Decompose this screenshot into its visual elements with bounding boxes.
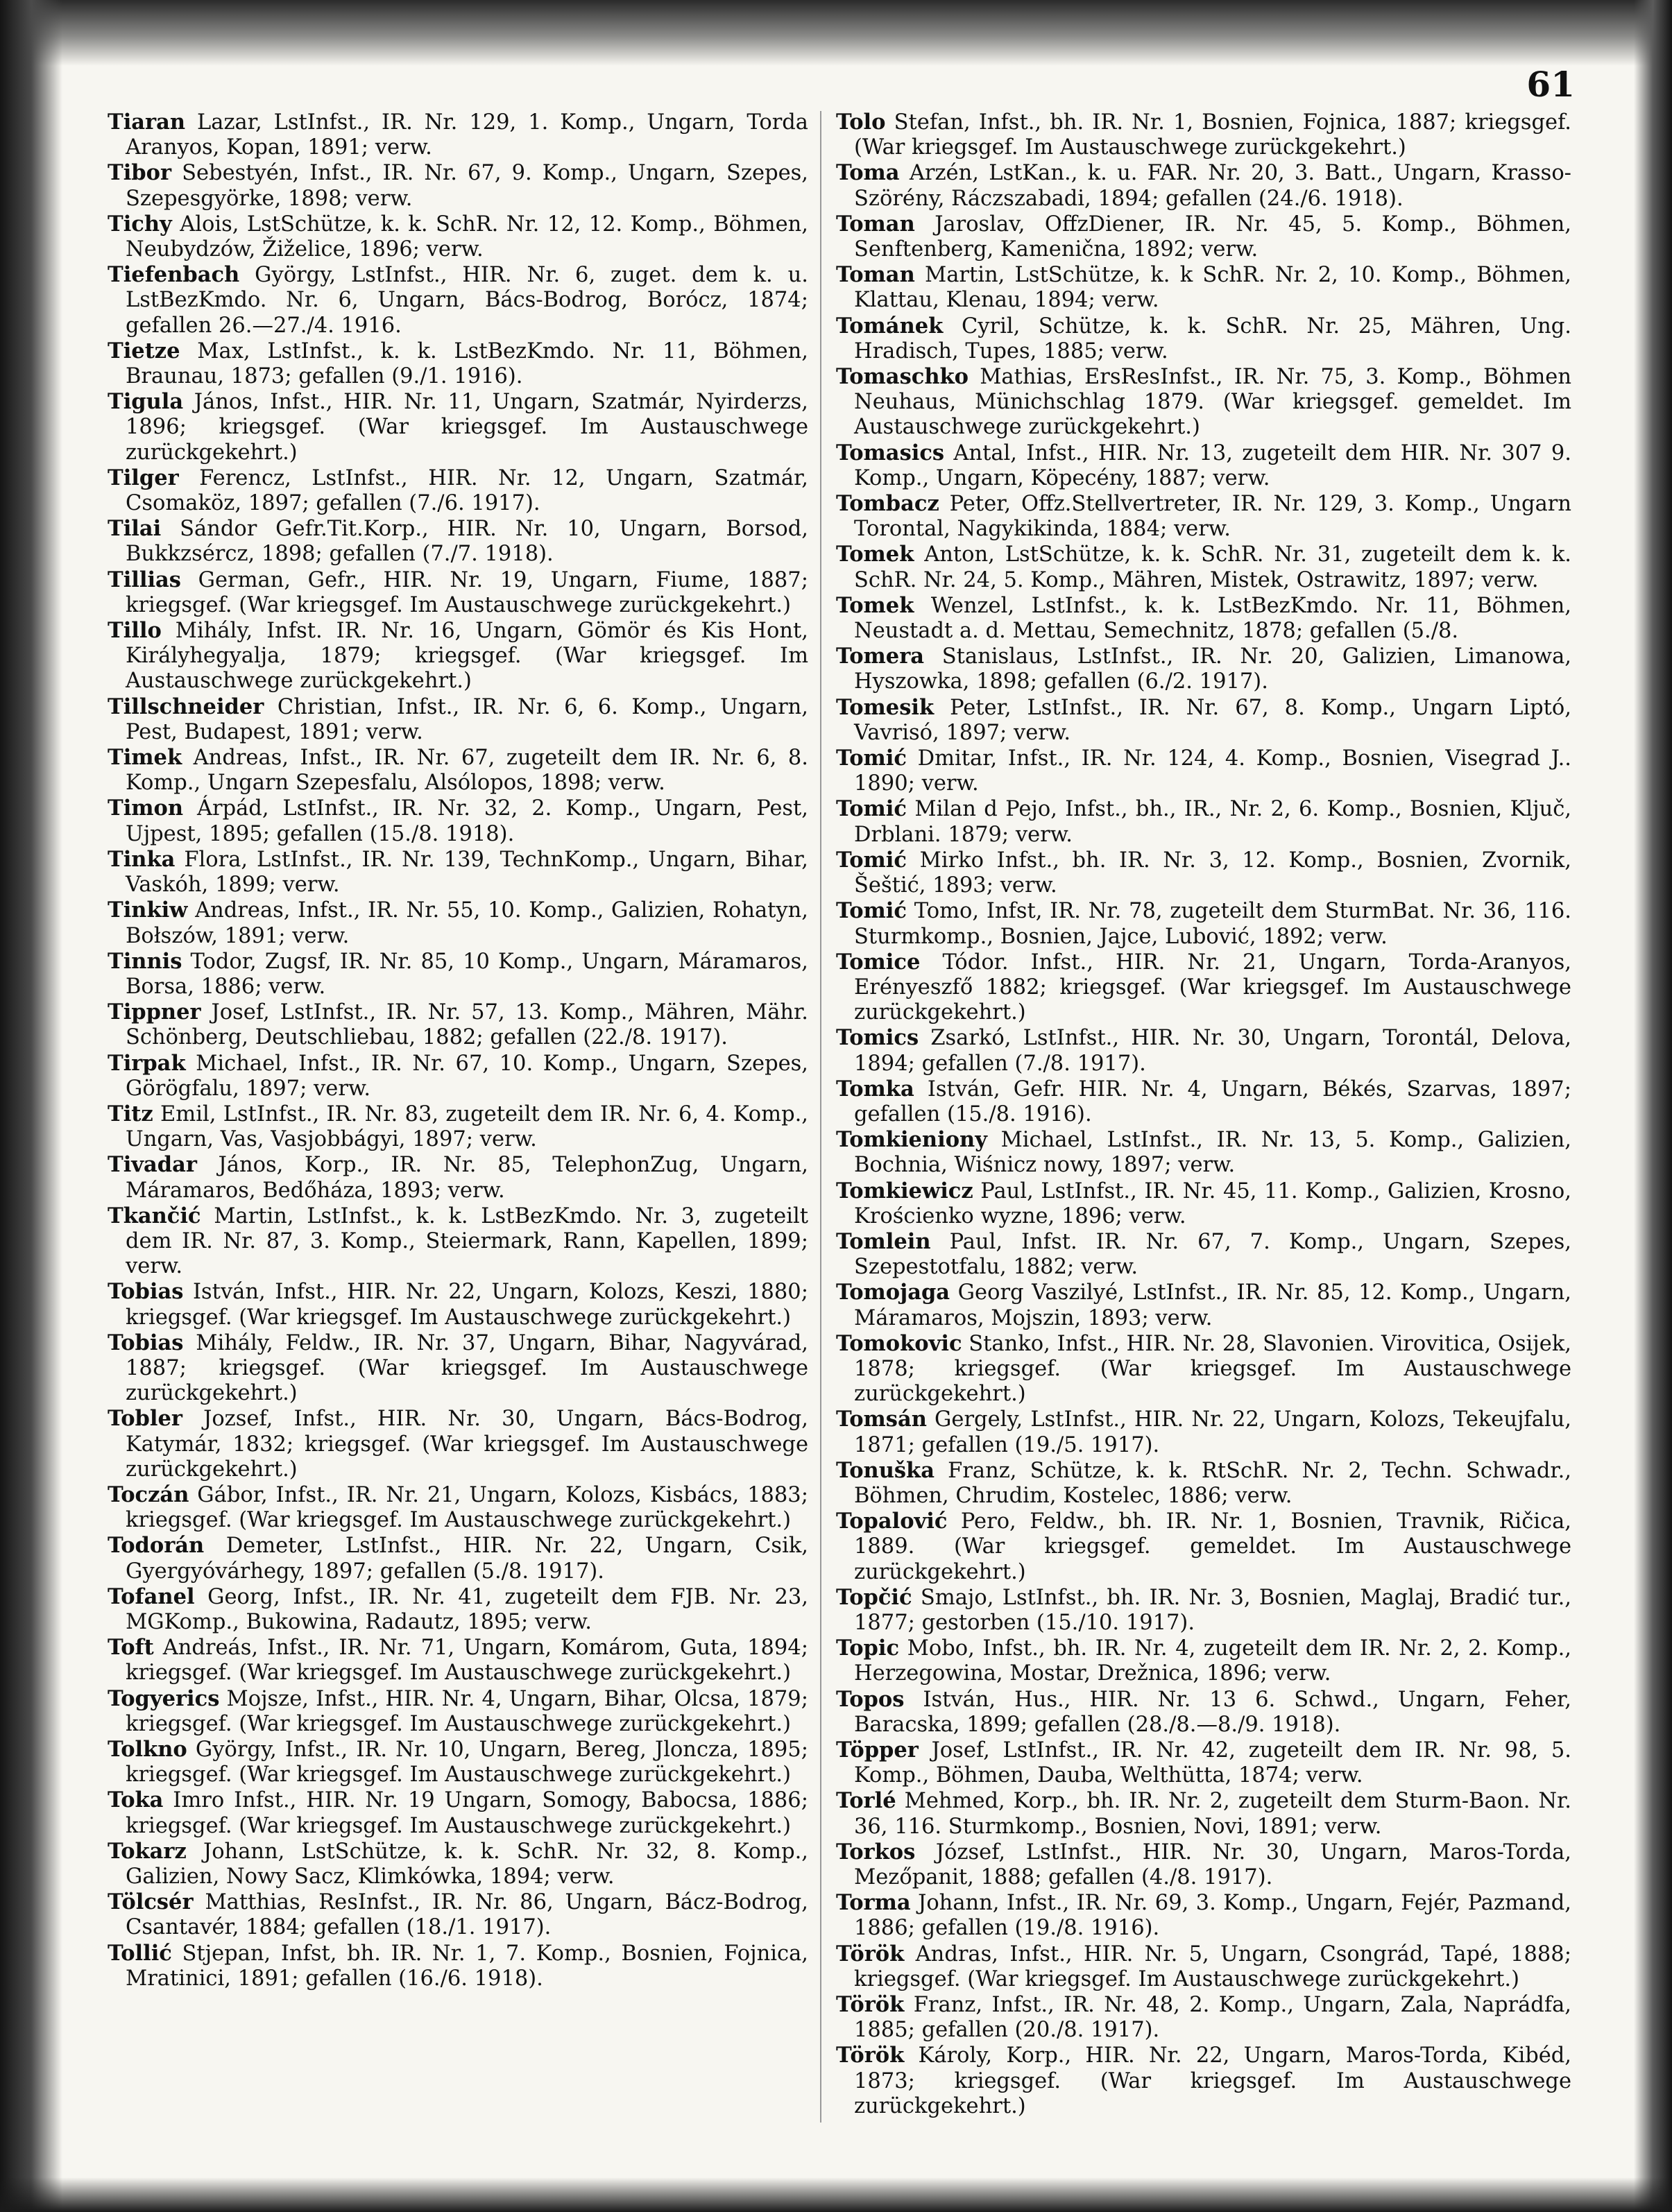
entry-details: Paul, Infst. IR. Nr. 67, 7. Komp., Ungarn, Szepes, Szepestotfalu, 1882; verw. [854, 1229, 1571, 1280]
entry-details: Michael, Infst., IR. Nr. 67, 10. Komp., Ungarn, Szepes, Görögfalu, 1897; verw. [126, 1051, 808, 1101]
entry-details: György, Infst., IR. Nr. 10, Ungarn, Bereg, Jloncza, 1895; kriegsgef. (War kriegsgef. Im Austauschwege zurückgekehrt.) [126, 1738, 808, 1787]
entry-surname: Timon [108, 796, 184, 821]
entry-details: Arzén, LstKan., k. u. FAR. Nr. 20, 3. Batt., Ungarn, Krasso-Szörény, Ráczszabadi, 1894; gefallen (24./6. 1918). [854, 161, 1571, 211]
casualty-entry [836, 746, 1571, 796]
entry-surname: Tinka [108, 846, 176, 872]
entry-details: Anton, LstSchütze, k. k. SchR. Nr. 31, zugeteilt dem k. k. SchR. Nr. 24, 5. Komp., Mähren, Mistek, Ostrawitz, 1897; verw. [854, 542, 1571, 592]
entry-details: Andreás, Infst., IR. Nr. 71, Ungarn, Komárom, Guta, 1894; kriegsgef. (War kriegsgef. Im Austauschwege zurückgekehrt.) [126, 1636, 808, 1686]
entry-surname: Tigula [108, 389, 184, 415]
entry-details: Cyril, Schütze, k. k. SchR. Nr. 25, Mähren, Ung. Hradisch, Tupes, 1885; verw. [854, 314, 1571, 363]
entry-details: Wenzel, LstInfst., k. k. LstBezKmdo. Nr. 11, Böhmen, Neustadt a. d. Mettau, Semechnitz, 1878; gefallen (5./8. [854, 593, 1572, 644]
casualty-entry [108, 567, 808, 618]
casualty-entry [836, 1941, 1571, 1992]
entry-details: Mihály, Infst. IR. Nr. 16, Ungarn, Gömör és Kis Hont, Királyhegyalja, 1879; kriegsgef. (War kriegsgef. Im Austauschwege zurückgekehrt.) [126, 619, 808, 694]
entry-surname: Tinnis [108, 948, 182, 974]
entry-details: Lazar, LstInfst., IR. Nr. 129, 1. Komp., Ungarn, Torda Aranyos, Kopan, 1891; verw. [126, 110, 808, 160]
entry-surname: Tobias [108, 1330, 184, 1355]
entry-details: Tomo, Infst, IR. Nr. 78, zugeteilt dem SturmBat. Nr. 36, 116. Sturmkomp., Bosnien, Jajce, Lubović, 1892; verw. [854, 899, 1571, 949]
entry-details: Todor, Zugsf, IR. Nr. 85, 10 Komp., Ungarn, Máramaros, Borsa, 1886; verw. [126, 949, 808, 999]
entry-details: Dmitar, Infst., IR. Nr. 124, 4. Komp., Bosnien, Visegrad J.. 1890; verw. [854, 746, 1571, 796]
entry-details: János, Infst., HIR. Nr. 11, Ungarn, Szatmár, Nyirderzs, 1896; kriegsgef. (War kriegsgef. Im Austauschwege zurückgekehrt.) [126, 390, 809, 465]
casualty-entry [108, 262, 808, 338]
casualty-entry [836, 1788, 1571, 1839]
entry-details: Gergely, LstInfst., HIR. Nr. 22, Ungarn, Kolozs, Tekeujfalu, 1871; gefallen (19./5. 1917). [854, 1407, 1571, 1457]
page-number: 61 [1526, 64, 1575, 105]
entry-surname: Topalović [836, 1509, 948, 1534]
casualty-entry [108, 1330, 808, 1407]
entry-surname: Toft [108, 1635, 154, 1661]
entry-surname: Tillschneider [108, 694, 264, 719]
casualty-entry [836, 262, 1571, 313]
entry-details: Alois, LstSchütze, k. k. SchR. Nr. 12, 12. Komp., Böhmen, Neubydzów, Žiželice, 1896; verw. [126, 212, 808, 262]
entry-details: Stanislaus, LstInfst., IR. Nr. 20, Galizien, Limanowa, Hyszowka, 1898; gefallen (6./2. 1917). [854, 644, 1571, 694]
casualty-entry [836, 1407, 1571, 1457]
entry-details: Mirko Infst., bh. IR. Nr. 3, 12. Komp., Bosnien, Zvornik, Šeštić, 1893; verw. [854, 848, 1571, 898]
entry-surname: Tinkiw [108, 898, 188, 923]
casualty-entry [108, 1787, 808, 1838]
entry-details: Demeter, LstInfst., HIR. Nr. 22, Ungarn, Csik, Gyergyóvárhegy, 1897; gefallen (5./8. 1917). [126, 1534, 808, 1584]
casualty-entry [836, 1840, 1571, 1890]
casualty-entry [108, 1482, 808, 1533]
casualty-entry [836, 1687, 1571, 1738]
entry-details: Imro Infst., HIR. Nr. 19 Ungarn, Somogy, Babocsa, 1886; kriegsgef. (War kriegsgef. Im Austauschwege zurückgekehrt.) [126, 1788, 808, 1838]
entry-details: Franz, Infst., IR. Nr. 48, 2. Komp., Ungarn, Zala, Naprádfa, 1885; gefallen (20./8. 1917). [854, 1993, 1571, 2043]
entry-surname: Torma [836, 1890, 911, 1916]
entry-details: Stanko, Infst., HIR. Nr. 28, Slavonien. Virovitica, Osijek, 1878; kriegsgef. (War kriegsgef. Im Austauschwege zurückgekehrt.) [854, 1331, 1571, 1407]
entry-surname: Tomlein [836, 1228, 931, 1254]
entry-details: Emil, LstInfst., IR. Nr. 83, zugeteilt dem IR. Nr. 6, 4. Komp., Ungarn, Vas, Vasjobbágyi, 1897; verw. [126, 1101, 808, 1152]
entry-surname: Tomera [836, 644, 925, 669]
entry-surname: Toka [108, 1787, 164, 1813]
casualty-entry [836, 364, 1571, 440]
casualty-entry [836, 1025, 1571, 1076]
casualty-entry [836, 1738, 1571, 1788]
entry-surname: Tiaran [108, 110, 186, 135]
casualty-entry [108, 1051, 808, 1101]
casualty-entry [836, 440, 1571, 491]
entry-surname: Tomics [836, 1025, 919, 1051]
entry-surname: Török [836, 2043, 905, 2068]
entry-details: István, Hus., HIR. Nr. 13 6. Schwd., Ungarn, Feher, Baracska, 1899; gefallen (28./8.—8./9. 1918). [854, 1687, 1571, 1737]
entry-surname: Tomokovic [836, 1330, 962, 1356]
casualty-entry [836, 491, 1571, 542]
entry-details: Georg, Infst., IR. Nr. 41, zugeteilt dem FJB. Nr. 23, MGKomp., Bukowina, Radautz, 1895; verw. [126, 1584, 808, 1634]
scan-shadow-right [1634, 0, 1672, 2212]
casualty-entry [836, 1992, 1571, 2043]
left-column [108, 110, 808, 1991]
casualty-entry [836, 1127, 1571, 1178]
entry-surname: Topic [836, 1636, 900, 1661]
casualty-entry [108, 1152, 808, 1203]
entry-details: Michael, LstInfst., IR. Nr. 13, 5. Komp., Galizien, Bochnia, Wiśnicz nowy, 1897; verw. [854, 1128, 1571, 1178]
entry-surname: Tilai [108, 516, 162, 542]
entry-surname: Tichy [108, 211, 172, 237]
entry-details: Josef, LstInfst., IR. Nr. 57, 13. Komp., Mähren, Mähr. Schönberg, Deutschliebau, 1882; gefallen (22./8. 1917). [126, 1000, 808, 1050]
entry-surname: Tomić [836, 898, 907, 924]
scan-shadow-left [0, 0, 62, 2212]
casualty-entry [108, 160, 808, 211]
casualty-entry [836, 1331, 1571, 1407]
entry-details: Mihály, Feldw., IR. Nr. 37, Ungarn, Bihar, Nagyvárad, 1887; kriegsgef. (War kriegsgef. Im Austauschwege zurückgekehrt.) [126, 1330, 808, 1406]
casualty-entry [836, 314, 1571, 364]
entry-surname: Toman [836, 211, 915, 237]
entry-details: Franz, Schütze, k. k. RtSchR. Nr. 2, Techn. Schwadr., Böhmen, Chrudim, Kostelec, 1886; verw. [854, 1458, 1571, 1508]
entry-surname: Tomkieniony [836, 1127, 987, 1153]
entry-surname: Tomić [836, 746, 907, 771]
entry-surname: Tolo [836, 110, 886, 135]
entry-details: Paul, LstInfst., IR. Nr. 45, 11. Komp., Galizien, Krosno, Krościenko wyzne, 1896; verw. [854, 1178, 1571, 1228]
entry-details: Árpád, LstInfst., IR. Nr. 32, 2. Komp., Ungarn, Pest, Ujpest, 1895; gefallen (15./8. 1918). [126, 796, 808, 846]
entry-surname: Toczán [108, 1482, 189, 1507]
entry-details: János, Korp., IR. Nr. 85, TelephonZug, Ungarn, Máramaros, Bedőháza, 1893; verw. [126, 1153, 808, 1203]
entry-details: Andreas, Infst., IR. Nr. 67, zugeteilt dem IR. Nr. 6, 8. Komp., Ungarn Szepesfalu, Alsólopos, 1898; verw. [126, 746, 809, 796]
entry-surname: Török [836, 1992, 905, 2018]
casualty-entry [108, 949, 808, 1000]
casualty-entry [108, 694, 808, 745]
entry-details: Jaroslav, OffzDiener, IR. Nr. 45, 5. Komp., Böhmen, Senftenberg, Kamenična, 1892; verw. [854, 212, 1571, 262]
entry-details: Josef, LstInfst., IR. Nr. 42, zugeteilt dem IR. Nr. 98, 5. Komp., Böhmen, Dauba, Welthütta, 1874; verw. [854, 1738, 1571, 1788]
entry-surname: Tomić [836, 796, 907, 822]
entry-surname: Tillo [108, 618, 162, 644]
casualty-entry [836, 796, 1571, 847]
entry-surname: Tivadar [108, 1152, 197, 1178]
casualty-entry [836, 898, 1571, 949]
entry-surname: Tomek [836, 542, 914, 567]
entry-details: Jozsef, Infst., HIR. Nr. 30, Ungarn, Bács-Bodrog, Katymár, 1832; kriegsgef. (War kriegsgef. Im Austauschwege zurückgekehrt.) [126, 1407, 809, 1482]
casualty-entry [108, 618, 808, 694]
entry-details: Stefan, Infst., bh. IR. Nr. 1, Bosnien, Fojnica, 1887; kriegsgef. (War kriegsgef. Im Austauschwege zurückgekehrt.) [854, 110, 1571, 160]
entry-details: Martin, LstInfst., k. k. LstBezKmdo. Nr. 3, zugeteilt dem IR. Nr. 87, 3. Komp., Steiermark, Rann, Kapellen, 1899; verw. [126, 1203, 808, 1279]
entry-details: Sándor Gefr.Tit.Korp., HIR. Nr. 10, Ungarn, Borsod, Bukkzsércz, 1898; gefallen (7./7. 1918). [126, 517, 808, 567]
casualty-entry [836, 160, 1571, 211]
casualty-entry [836, 1890, 1571, 1941]
entry-details: István, Gefr. HIR. Nr. 4, Ungarn, Békés, Szarvas, 1897; gefallen (15./8. 1916). [854, 1077, 1571, 1126]
entry-details: Milan d Pejo, Infst., bh., IR., Nr. 2, 6. Komp., Bosnien, Ključ, Drblani. 1879; verw. [854, 797, 1571, 847]
entry-details: Mathias, ErsResInfst., IR. Nr. 75, 3. Komp., Böhmen Neuhaus, Münichschlag 1879. (War kriegsgef. gemeldet. Im Austauschwege zurückgekehrt.) [854, 365, 1571, 440]
entry-details: Flora, LstInfst., IR. Nr. 139, TechnKomp., Ungarn, Bihar, Vaskóh, 1899; verw. [126, 847, 808, 898]
casualty-entry [108, 1686, 808, 1737]
entry-details: Johann, LstSchütze, k. k. SchR. Nr. 32, 8. Komp., Galizien, Nowy Sacz, Klimkówka, 1894; verw. [126, 1839, 808, 1889]
entry-surname: Tomojaga [836, 1280, 950, 1305]
scan-shadow-bottom [0, 2177, 1672, 2212]
entry-surname: Timek [108, 745, 182, 771]
casualty-entry [836, 542, 1571, 592]
entry-details: Smajo, LstInfst., bh. IR. Nr. 3, Bosnien, Maglaj, Bradić tur., 1877; gestorben (15./10. 1917). [854, 1585, 1571, 1635]
entry-surname: Tofanel [108, 1584, 195, 1609]
casualty-entry [836, 695, 1571, 746]
casualty-entry [108, 516, 808, 567]
entry-surname: Tilger [108, 465, 179, 490]
entry-details: Peter, LstInfst., IR. Nr. 67, 8. Komp., Ungarn Liptó, Vavrisó, 1897; verw. [854, 695, 1571, 745]
casualty-entry [108, 212, 808, 262]
entry-surname: Tonuška [836, 1457, 935, 1483]
entry-details: György, LstInfst., HIR. Nr. 6, zuget. dem k. u. LstBezKmdo. Nr. 6, Ungarn, Bács-Bodrog, Borócz, 1874; gefallen 26.—27./4. 1916. [126, 263, 808, 338]
entry-details: Antal, Infst., HIR. Nr. 13, zugeteilt dem HIR. Nr. 307 9. Komp., Ungarn, Köpecény, 1887; verw. [854, 440, 1571, 490]
entry-details: Mobo, Infst., bh. IR. Nr. 4, zugeteilt dem IR. Nr. 2, 2. Komp., Herzegowina, Mostar, Drežnica, 1896; verw. [854, 1636, 1571, 1686]
entry-details: Georg Vaszilyé, LstInfst., IR. Nr. 85, 12. Komp., Ungarn, Máramaros, Mojszin, 1893; verw. [854, 1280, 1571, 1330]
casualty-entry [836, 1509, 1571, 1585]
entry-details: Matthias, ResInfst., IR. Nr. 86, Ungarn, Bácz-Bodrog, Csantavér, 1884; gefallen (18./1. 1917). [126, 1890, 808, 1940]
casualty-entry [108, 796, 808, 846]
casualty-entry [836, 110, 1571, 160]
entry-surname: Tománek [836, 313, 944, 338]
entry-surname: Togyerics [108, 1686, 220, 1711]
entry-details: Károly, Korp., HIR. Nr. 22, Ungarn, Maros-Torda, Kibéd, 1873; kriegsgef. (War kriegsgef. Im Austauschwege zurückgekehrt.) [854, 2043, 1571, 2118]
entry-surname: Tibor [108, 160, 172, 186]
casualty-entry [836, 1585, 1571, 1636]
entry-surname: Torkos [836, 1839, 916, 1864]
entry-surname: Tomice [836, 949, 921, 975]
casualty-entry [108, 338, 808, 389]
casualty-entry [836, 1077, 1571, 1127]
casualty-entry [108, 1101, 808, 1152]
entry-surname: Toman [836, 262, 915, 288]
entry-details: Tódor. Infst., HIR. Nr. 21, Ungarn, Torda-Aranyos, Erényeszfő 1882; kriegsgef. (War kriegsgef. Im Austauschwege zurückgekehrt.) [854, 950, 1571, 1025]
entry-surname: Tomka [836, 1076, 914, 1101]
casualty-entry [108, 110, 808, 160]
casualty-entry [108, 1737, 808, 1787]
casualty-entry [836, 1178, 1571, 1229]
entry-surname: Titz [108, 1101, 153, 1126]
casualty-entry [108, 745, 808, 796]
entry-details: Stjepan, Infst, bh. IR. Nr. 1, 7. Komp., Bosnien, Fojnica, Mratinici, 1891; gefallen (16./6. 1918). [126, 1941, 808, 1991]
entry-surname: Tomasics [836, 440, 945, 465]
casualty-entry [108, 1406, 808, 1482]
entry-surname: Tollić [108, 1940, 172, 1966]
casualty-entry [108, 847, 808, 898]
entry-details: Max, LstInfst., k. k. LstBezKmdo. Nr. 11, Böhmen, Braunau, 1873; gefallen (9./1. 1916). [126, 338, 808, 389]
casualty-entry [108, 1584, 808, 1635]
casualty-entry [836, 644, 1571, 694]
entry-details: Peter, Offz.Stellvertreter, IR. Nr. 129, 3. Komp., Ungarn Torontal, Nagykikinda, 1884; verw. [854, 492, 1571, 542]
casualty-entry [836, 1280, 1571, 1330]
casualty-entry [836, 1458, 1571, 1509]
entry-details: German, Gefr., HIR. Nr. 19, Ungarn, Fiume, 1887; kriegsgef. (War kriegsgef. Im Austauschwege zurückgekehrt.) [126, 567, 808, 617]
casualty-entry [108, 1889, 808, 1940]
entry-surname: Tietze [108, 338, 180, 363]
entry-details: Gábor, Infst., IR. Nr. 21, Ungarn, Kolozs, Kisbács, 1883; kriegsgef. (War kriegsgef. Im Austauschwege zurückgekehrt.) [126, 1482, 808, 1533]
entry-surname: Tokarz [108, 1838, 187, 1864]
entry-surname: Tirpak [108, 1050, 186, 1076]
column-divider [820, 111, 821, 2123]
casualty-entry [836, 2043, 1571, 2119]
entry-surname: Tillias [108, 567, 181, 592]
casualty-entry [108, 898, 808, 948]
entry-details: Ferencz, LstInfst., HIR. Nr. 12, Ungarn, Szatmár, Csomaköz, 1897; gefallen (7./6. 1917). [126, 465, 808, 516]
entry-details: Mojsze, Infst., HIR. Nr. 4, Ungarn, Bihar, Olcsa, 1879; kriegsgef. (War kriegsgef. Im Austauschwege zurückgekehrt.) [126, 1686, 808, 1736]
entry-surname: Tölcsér [108, 1889, 194, 1915]
entry-surname: Tolkno [108, 1737, 187, 1762]
entry-surname: Topčić [836, 1584, 912, 1610]
entry-details: József, LstInfst., HIR. Nr. 30, Ungarn, Maros-Torda, Mezőpanit, 1888; gefallen (4./8. 1917). [854, 1840, 1572, 1890]
casualty-entry [836, 593, 1571, 644]
entry-details: Mehmed, Korp., bh. IR. Nr. 2, zugeteilt dem Sturm-Baon. Nr. 36, 116. Sturmkomp., Bosnien, Novi, 1891; verw. [854, 1789, 1571, 1839]
entry-surname: Töpper [836, 1738, 919, 1763]
entry-surname: Toma [836, 160, 900, 186]
casualty-entry [836, 950, 1571, 1026]
entry-surname: Topos [836, 1686, 905, 1712]
entry-surname: Tomaschko [836, 364, 969, 390]
entry-surname: Tiefenbach [108, 262, 240, 288]
entry-details: Zsarkó, LstInfst., HIR. Nr. 30, Ungarn, Torontál, Delova, 1894; gefallen (7./8. 1917). [854, 1026, 1571, 1076]
casualty-entry [108, 1635, 808, 1686]
entry-surname: Tomsán [836, 1407, 927, 1432]
casualty-entry [836, 1229, 1571, 1280]
entry-details: Martin, LstSchütze, k. k SchR. Nr. 2, 10. Komp., Böhmen, Klattau, Klenau, 1894; verw. [854, 263, 1571, 313]
casualty-entry [108, 1941, 808, 1991]
right-column [836, 110, 1571, 2119]
entry-details: István, Infst., HIR. Nr. 22, Ungarn, Kolozs, Keszi, 1880; kriegsgef. (War kriegsgef. Im Austauschwege zurückgekehrt.) [126, 1280, 808, 1330]
entry-surname: Tomkiewicz [836, 1178, 973, 1203]
entry-surname: Todorán [108, 1533, 205, 1559]
entry-surname: Tkančić [108, 1203, 201, 1228]
entry-details: Christian, Infst., IR. Nr. 6, 6. Komp., Ungarn, Pest, Budapest, 1891; verw. [126, 694, 808, 744]
casualty-entry [108, 465, 808, 516]
entry-surname: Tobler [108, 1406, 182, 1432]
entry-surname: Tombacz [836, 491, 939, 517]
casualty-entry [836, 848, 1571, 898]
casualty-entry [836, 212, 1571, 262]
entry-details: Andras, Infst., HIR. Nr. 5, Ungarn, Csongrád, Tapé, 1888; kriegsgef. (War kriegsgef. Im Austauschwege zurückgekehrt.) [854, 1941, 1571, 1991]
casualty-entry [108, 1839, 808, 1889]
entry-details: Pero, Feldw., bh. IR. Nr. 1, Bosnien, Travnik, Ričica, 1889. (War kriegsgef. gemeldet. Im Austauschwege zurückgekehrt.) [854, 1509, 1571, 1584]
scan-shadow-top [0, 0, 1672, 66]
entry-surname: Tippner [108, 1000, 201, 1025]
casualty-entry [108, 1533, 808, 1584]
casualty-entry [836, 1636, 1571, 1686]
entry-details: Johann, Infst., IR. Nr. 69, 3. Komp., Ungarn, Fejér, Pazmand, 1886; gefallen (19./8. 1916). [854, 1891, 1572, 1941]
entry-details: Andreas, Infst., IR. Nr. 55, 10. Komp., Galizien, Rohatyn, Bołszów, 1891; verw. [126, 898, 808, 948]
casualty-entry [108, 1203, 808, 1280]
entry-surname: Tomić [836, 847, 907, 873]
casualty-entry [108, 389, 808, 465]
entry-surname: Tomesik [836, 694, 935, 720]
entry-surname: Tobias [108, 1279, 184, 1305]
entry-surname: Török [836, 1941, 905, 1966]
casualty-entry [108, 1279, 808, 1330]
entry-surname: Tomek [836, 592, 914, 618]
casualty-entry [108, 1000, 808, 1050]
entry-details: Sebestyén, Infst., IR. Nr. 67, 9. Komp., Ungarn, Szepes, Szepesgyörke, 1898; verw. [126, 161, 808, 211]
entry-surname: Torlé [836, 1788, 896, 1814]
